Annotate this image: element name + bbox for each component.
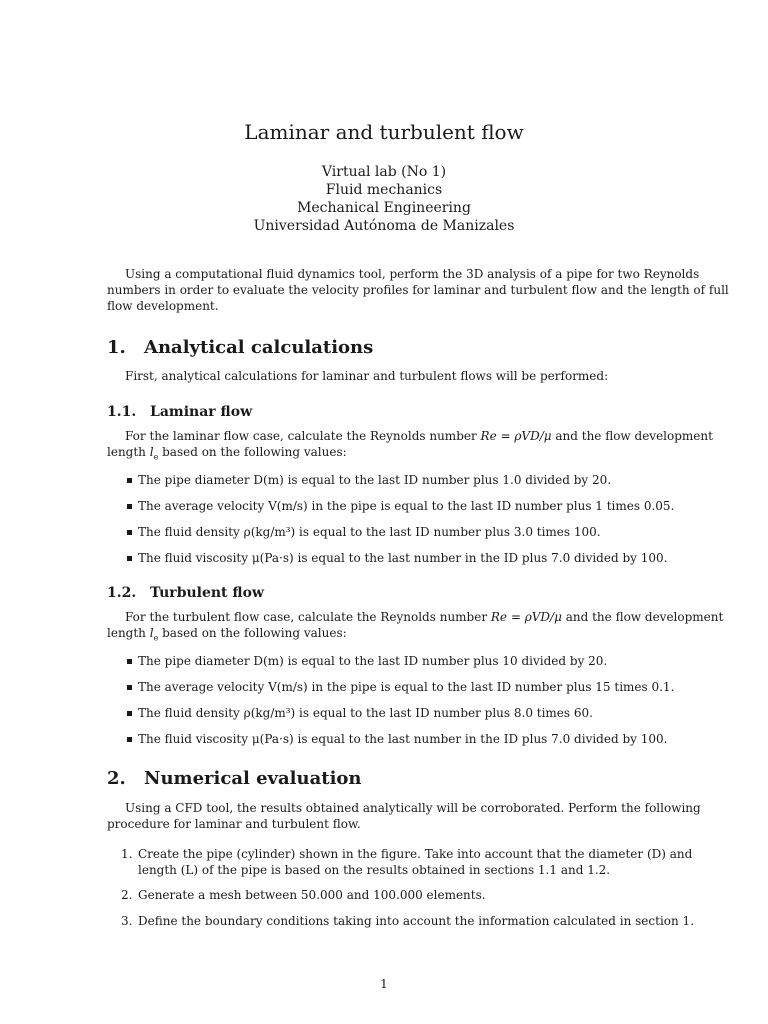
bullet-marker: [127, 504, 132, 509]
subsection-title: Turbulent flow: [150, 585, 264, 601]
turbulent-intro: [107, 609, 724, 646]
subsection-title: Laminar flow: [150, 404, 253, 420]
list-item-text: The average velocity V(m/s) in the pipe is equal to the last ID number plus 15 times 0.1.: [138, 680, 675, 694]
turbulent-intro-text: length: [107, 626, 150, 640]
development-length-symbol: l: [149, 626, 154, 640]
subtitle-course: Fluid mechanics: [325, 182, 443, 198]
section2-intro-line: procedure for laminar and turbulent flow.: [107, 817, 361, 831]
step-number: 3.: [121, 914, 133, 928]
turbulent-intro-text: For the turbulent flow case, calculate the Reynolds number: [125, 610, 491, 624]
subtitle-program: Mechanical Engineering: [297, 200, 471, 216]
step-line: length (L) of the pipe is based on the results obtained in sections 1.1 and 1.2.: [138, 863, 611, 877]
abstract-line: numbers in order to evaluate the velocity profiles for laminar and turbulent flow and the length of full: [107, 283, 729, 297]
bullet-marker: [127, 556, 132, 561]
abstract-line: Using a computational fluid dynamics tool, perform the 3D analysis of a pipe for two Reynolds: [125, 267, 700, 281]
reynolds-formula: Re = ρVD/μ: [490, 610, 562, 624]
list-item-text: The fluid density ρ(kg/m³) is equal to the last ID number plus 8.0 times 60.: [138, 706, 593, 720]
page-number: 1: [380, 977, 388, 991]
laminar-intro: [107, 428, 713, 465]
turbulent-intro-text: and the flow development: [561, 610, 724, 624]
development-length-subscript: e: [153, 452, 159, 462]
section1-intro: [125, 368, 661, 384]
subsection-heading-turbulent: [107, 584, 264, 602]
bullet-marker: [127, 737, 132, 742]
step-text: [138, 913, 695, 929]
development-length-symbol: l: [149, 445, 154, 459]
turbulent-intro-text: based on the following values:: [158, 626, 347, 640]
subsection-number: 1.1.: [107, 404, 137, 420]
abstract-paragraph: [107, 266, 729, 314]
section2-intro: [107, 800, 701, 832]
laminar-intro-text: and the flow development: [551, 429, 713, 443]
subsection-heading-laminar: [107, 403, 252, 421]
abstract-line: flow development.: [107, 299, 219, 313]
step-text: [138, 846, 693, 878]
reynolds-formula: Re = ρVD/μ: [480, 429, 552, 443]
subtitle-lab: Virtual lab (No 1): [321, 164, 447, 180]
step-line: Generate a mesh between 50.000 and 100.000 elements.: [138, 888, 486, 902]
list-item-text: The fluid viscosity μ(Pa·s) is equal to the last number in the ID plus 7.0 divided by 100.: [138, 732, 668, 746]
laminar-intro-text: based on the following values:: [158, 445, 347, 459]
list-item-text: The average velocity V(m/s) in the pipe is equal to the last ID number plus 1 times 0.05.: [138, 499, 675, 513]
subsection-number: 1.2.: [107, 585, 137, 601]
section1-intro-text: First, analytical calculations for laminar and turbulent flows will be performed:: [125, 369, 609, 383]
list-item-text: The pipe diameter D(m) is equal to the last ID number plus 1.0 divided by 20.: [138, 473, 612, 487]
bullet-marker: [127, 530, 132, 535]
list-item-text: The fluid density ρ(kg/m³) is equal to the last ID number plus 3.0 times 100.: [138, 525, 601, 539]
development-length-subscript: e: [153, 633, 159, 643]
laminar-intro-text: For the laminar flow case, calculate the Reynolds number: [125, 429, 481, 443]
section-title: Numerical evaluation: [144, 768, 362, 789]
subtitle-university: Universidad Autónoma de Manizales: [253, 218, 515, 234]
bullet-marker: [127, 711, 132, 716]
section-title: Analytical calculations: [144, 337, 374, 358]
step-text: [138, 887, 661, 903]
section-number: 1.: [107, 337, 126, 358]
step-line: Define the boundary conditions taking into account the information calculated in section 1.: [138, 914, 695, 928]
list-item-text: The pipe diameter D(m) is equal to the last ID number plus 10 divided by 20.: [138, 654, 608, 668]
bullet-marker: [127, 659, 132, 664]
bullet-marker: [127, 478, 132, 483]
laminar-intro-text: length: [107, 445, 150, 459]
step-line: Create the pipe (cylinder) shown in the figure. Take into account that the diameter (D) and: [138, 847, 693, 861]
section-heading-analytical: [107, 337, 373, 359]
document-title: Laminar and turbulent flow: [244, 120, 524, 144]
step-number: 1.: [121, 847, 133, 861]
list-item-text: The fluid viscosity μ(Pa·s) is equal to the last number in the ID plus 7.0 divided by 100.: [138, 551, 668, 565]
section2-intro-line: Using a CFD tool, the results obtained analytically will be corroborated. Perform the following: [125, 801, 701, 815]
section-heading-numerical: [107, 768, 362, 790]
bullet-marker: [127, 685, 132, 690]
step-number: 2.: [121, 888, 133, 902]
section-number: 2.: [107, 768, 126, 789]
